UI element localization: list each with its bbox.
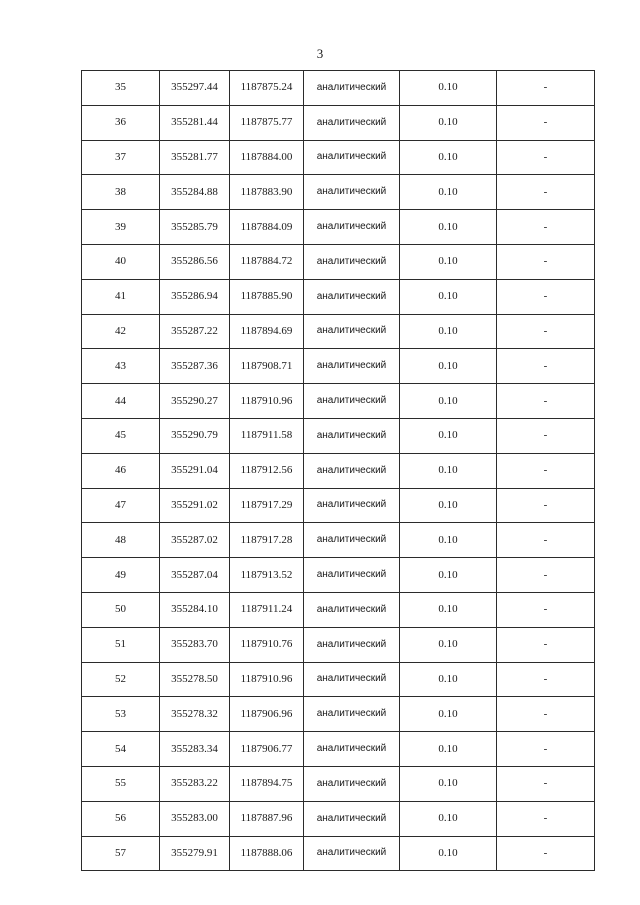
accuracy-cell: 0.10 [400, 592, 497, 627]
table-row [82, 244, 595, 279]
note-cell: - [497, 453, 595, 488]
y-coordinate-cell: 1187910.96 [230, 662, 304, 697]
x-coordinate-cell: 355278.32 [160, 697, 230, 732]
point-number-cell: 56 [82, 801, 160, 836]
method-cell: аналитический [304, 732, 400, 767]
table-row [82, 627, 595, 662]
table-row [82, 488, 595, 523]
x-coordinate-cell: 355281.77 [160, 140, 230, 175]
accuracy-cell: 0.10 [400, 453, 497, 488]
point-number-cell: 41 [82, 279, 160, 314]
note-cell: - [497, 71, 595, 106]
table-row [82, 71, 595, 106]
accuracy-cell: 0.10 [400, 384, 497, 419]
note-cell: - [497, 592, 595, 627]
method-cell: аналитический [304, 523, 400, 558]
point-number-cell: 47 [82, 488, 160, 523]
y-coordinate-cell: 1187917.29 [230, 488, 304, 523]
method-cell: аналитический [304, 279, 400, 314]
method-cell: аналитический [304, 801, 400, 836]
y-coordinate-cell: 1187910.96 [230, 384, 304, 419]
point-number-cell: 48 [82, 523, 160, 558]
accuracy-cell: 0.10 [400, 279, 497, 314]
x-coordinate-cell: 355283.00 [160, 801, 230, 836]
note-cell: - [497, 140, 595, 175]
x-coordinate-cell: 355285.79 [160, 210, 230, 245]
method-cell: аналитический [304, 244, 400, 279]
method-cell: аналитический [304, 418, 400, 453]
y-coordinate-cell: 1187913.52 [230, 558, 304, 593]
note-cell: - [497, 279, 595, 314]
point-number-cell: 57 [82, 836, 160, 871]
accuracy-cell: 0.10 [400, 558, 497, 593]
table-row [82, 453, 595, 488]
method-cell: аналитический [304, 627, 400, 662]
method-cell: аналитический [304, 766, 400, 801]
x-coordinate-cell: 355278.50 [160, 662, 230, 697]
table-row [82, 523, 595, 558]
accuracy-cell: 0.10 [400, 314, 497, 349]
point-number-cell: 50 [82, 592, 160, 627]
point-number-cell: 43 [82, 349, 160, 384]
y-coordinate-cell: 1187875.24 [230, 71, 304, 106]
x-coordinate-cell: 355283.22 [160, 766, 230, 801]
x-coordinate-cell: 355287.36 [160, 349, 230, 384]
method-cell: аналитический [304, 314, 400, 349]
point-number-cell: 36 [82, 105, 160, 140]
table-row [82, 140, 595, 175]
accuracy-cell: 0.10 [400, 662, 497, 697]
method-cell: аналитический [304, 105, 400, 140]
point-number-cell: 42 [82, 314, 160, 349]
table-row [82, 801, 595, 836]
point-number-cell: 51 [82, 627, 160, 662]
x-coordinate-cell: 355297.44 [160, 71, 230, 106]
table-row [82, 279, 595, 314]
table-row [82, 349, 595, 384]
y-coordinate-cell: 1187906.96 [230, 697, 304, 732]
note-cell: - [497, 732, 595, 767]
y-coordinate-cell: 1187911.58 [230, 418, 304, 453]
method-cell: аналитический [304, 662, 400, 697]
y-coordinate-cell: 1187883.90 [230, 175, 304, 210]
y-coordinate-cell: 1187894.75 [230, 766, 304, 801]
point-number-cell: 44 [82, 384, 160, 419]
x-coordinate-cell: 355286.56 [160, 244, 230, 279]
table-row [82, 662, 595, 697]
x-coordinate-cell: 355283.34 [160, 732, 230, 767]
note-cell: - [497, 627, 595, 662]
x-coordinate-cell: 355284.10 [160, 592, 230, 627]
note-cell: - [497, 697, 595, 732]
accuracy-cell: 0.10 [400, 210, 497, 245]
note-cell: - [497, 175, 595, 210]
method-cell: аналитический [304, 558, 400, 593]
x-coordinate-cell: 355286.94 [160, 279, 230, 314]
x-coordinate-cell: 355284.88 [160, 175, 230, 210]
accuracy-cell: 0.10 [400, 105, 497, 140]
x-coordinate-cell: 355281.44 [160, 105, 230, 140]
table-row [82, 766, 595, 801]
table-row [82, 210, 595, 245]
note-cell: - [497, 836, 595, 871]
accuracy-cell: 0.10 [400, 627, 497, 662]
point-number-cell: 52 [82, 662, 160, 697]
point-number-cell: 39 [82, 210, 160, 245]
y-coordinate-cell: 1187887.96 [230, 801, 304, 836]
y-coordinate-cell: 1187917.28 [230, 523, 304, 558]
y-coordinate-cell: 1187911.24 [230, 592, 304, 627]
note-cell: - [497, 384, 595, 419]
table-row [82, 697, 595, 732]
method-cell: аналитический [304, 210, 400, 245]
y-coordinate-cell: 1187884.00 [230, 140, 304, 175]
accuracy-cell: 0.10 [400, 766, 497, 801]
point-number-cell: 35 [82, 71, 160, 106]
note-cell: - [497, 523, 595, 558]
y-coordinate-cell: 1187884.72 [230, 244, 304, 279]
method-cell: аналитический [304, 697, 400, 732]
x-coordinate-cell: 355287.04 [160, 558, 230, 593]
y-coordinate-cell: 1187910.76 [230, 627, 304, 662]
note-cell: - [497, 418, 595, 453]
method-cell: аналитический [304, 836, 400, 871]
table-row [82, 732, 595, 767]
note-cell: - [497, 488, 595, 523]
accuracy-cell: 0.10 [400, 801, 497, 836]
note-cell: - [497, 558, 595, 593]
coordinates-table-body [82, 71, 595, 871]
point-number-cell: 49 [82, 558, 160, 593]
method-cell: аналитический [304, 384, 400, 419]
method-cell: аналитический [304, 175, 400, 210]
note-cell: - [497, 662, 595, 697]
note-cell: - [497, 801, 595, 836]
table-row [82, 384, 595, 419]
table-row [82, 558, 595, 593]
table-row [82, 592, 595, 627]
x-coordinate-cell: 355290.79 [160, 418, 230, 453]
y-coordinate-cell: 1187884.09 [230, 210, 304, 245]
note-cell: - [497, 105, 595, 140]
point-number-cell: 38 [82, 175, 160, 210]
x-coordinate-cell: 355279.91 [160, 836, 230, 871]
accuracy-cell: 0.10 [400, 175, 497, 210]
y-coordinate-cell: 1187906.77 [230, 732, 304, 767]
accuracy-cell: 0.10 [400, 244, 497, 279]
y-coordinate-cell: 1187875.77 [230, 105, 304, 140]
table-row [82, 418, 595, 453]
y-coordinate-cell: 1187894.69 [230, 314, 304, 349]
point-number-cell: 55 [82, 766, 160, 801]
accuracy-cell: 0.10 [400, 488, 497, 523]
x-coordinate-cell: 355287.22 [160, 314, 230, 349]
accuracy-cell: 0.10 [400, 349, 497, 384]
note-cell: - [497, 210, 595, 245]
point-number-cell: 54 [82, 732, 160, 767]
x-coordinate-cell: 355290.27 [160, 384, 230, 419]
point-number-cell: 53 [82, 697, 160, 732]
note-cell: - [497, 349, 595, 384]
method-cell: аналитический [304, 349, 400, 384]
method-cell: аналитический [304, 453, 400, 488]
x-coordinate-cell: 355291.04 [160, 453, 230, 488]
table-row [82, 175, 595, 210]
note-cell: - [497, 244, 595, 279]
point-number-cell: 37 [82, 140, 160, 175]
point-number-cell: 45 [82, 418, 160, 453]
point-number-cell: 40 [82, 244, 160, 279]
y-coordinate-cell: 1187908.71 [230, 349, 304, 384]
coordinates-table [81, 70, 595, 871]
accuracy-cell: 0.10 [400, 697, 497, 732]
accuracy-cell: 0.10 [400, 140, 497, 175]
method-cell: аналитический [304, 140, 400, 175]
table-row [82, 105, 595, 140]
y-coordinate-cell: 1187888.06 [230, 836, 304, 871]
method-cell: аналитический [304, 71, 400, 106]
page-number: 3 [316, 46, 324, 61]
note-cell: - [497, 314, 595, 349]
table-row [82, 836, 595, 871]
method-cell: аналитический [304, 488, 400, 523]
accuracy-cell: 0.10 [400, 523, 497, 558]
table-row [82, 314, 595, 349]
method-cell: аналитический [304, 592, 400, 627]
x-coordinate-cell: 355287.02 [160, 523, 230, 558]
point-number-cell: 46 [82, 453, 160, 488]
note-cell: - [497, 766, 595, 801]
x-coordinate-cell: 355291.02 [160, 488, 230, 523]
accuracy-cell: 0.10 [400, 836, 497, 871]
x-coordinate-cell: 355283.70 [160, 627, 230, 662]
y-coordinate-cell: 1187912.56 [230, 453, 304, 488]
accuracy-cell: 0.10 [400, 732, 497, 767]
y-coordinate-cell: 1187885.90 [230, 279, 304, 314]
accuracy-cell: 0.10 [400, 418, 497, 453]
accuracy-cell: 0.10 [400, 71, 497, 106]
